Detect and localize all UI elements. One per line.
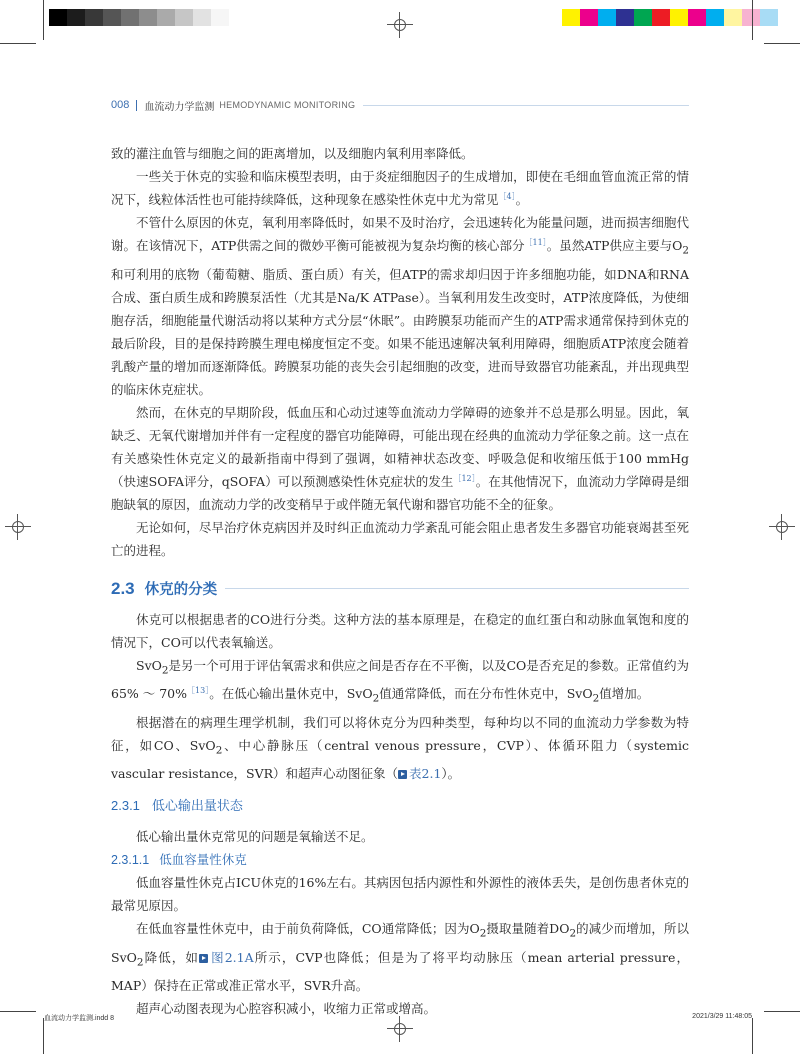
color-swatch — [634, 9, 652, 26]
paragraph-text: 所示，CVP也降低；但是为了将平均动脉压（mean arterial pressure，MAP）保持在正常或准正常水平，SVR升高。 — [111, 949, 689, 993]
crop-mark — [764, 1011, 800, 1012]
link-arrow-icon — [398, 770, 407, 779]
gray-swatch — [49, 9, 67, 26]
subscript: 2 — [372, 692, 380, 705]
citation-link[interactable]: ［13］ — [187, 685, 210, 695]
subsection-number: 2.3.1 — [111, 798, 140, 813]
paragraph — [111, 917, 689, 997]
paragraph-text: 根据潜在的病理生理学机制，我们可以将休克分为四种类型，每种均以不同的血流动力学参数为特征，如CO、SvO — [111, 714, 689, 753]
gray-swatch — [211, 9, 229, 26]
gray-swatch — [193, 9, 211, 26]
paragraph-text: 的减少而增加，所以SvO — [111, 921, 689, 965]
subscript: 2 — [569, 927, 577, 940]
color-swatch — [706, 9, 724, 26]
gray-swatch — [103, 9, 121, 26]
paragraph-text: 值增加。 — [599, 686, 650, 701]
file-slug: 血流动力学监测.indd 8 — [44, 1015, 115, 1022]
subscript: 2 — [215, 744, 223, 756]
subscript: 2 — [592, 692, 600, 705]
paragraph-text: 然而，在休克的早期阶段，低血压和心动过速等血流动力学障碍的迹象并不总是那么明显。因此，氧缺乏、无氧代谢增加并伴有一定程度的器官功能障碍，可能出现在经典的血流动力学征象之前。这一点在有关感染性休克定义的最新指南中得到了强调，如精神状态改变、呼吸急促和收缩压低于100 mmHg（快速SOFA评分，qSOFA）可以预测感染性休克症状的发生 — [111, 404, 689, 489]
paragraph: 低心输出量休克常见的问题是氧输送不足。 — [136, 829, 374, 844]
book-title-cn: 血流动力学监测 — [144, 101, 215, 113]
color-swatch — [598, 9, 616, 26]
paragraph-text: 不管什么原因的休克，氧利用率降低时，如果不及时治疗，会迅速转化为能量问题，进而损害细胞代谢。在该情况下，ATP供需之间的微妙平衡可能被视为复杂均衡的核心部分 — [111, 215, 689, 253]
timestamp-slug: 2021/3/29 11:48:05 — [692, 1013, 752, 1020]
paragraph-text: 。虽然ATP供应主要与O — [546, 238, 683, 253]
color-swatch — [724, 9, 742, 26]
registration-mark — [387, 12, 413, 38]
paragraph-text: 。在低心输出量休克中，SvO — [209, 686, 373, 701]
paragraph-text: 在低血容量性休克中，由于前负荷降低，CO通常降低；因为O — [136, 921, 480, 936]
paragraph — [111, 211, 689, 401]
gray-swatch — [139, 9, 157, 26]
registration-mark — [5, 514, 31, 540]
header-separator — [136, 100, 137, 111]
paragraph: 无论如何，尽早治疗休克病因并及时纠正血流动力学紊乱可能会阻止患者发生多器官功能衰竭甚至死亡的进程。 — [111, 519, 689, 558]
registration-mark — [769, 514, 795, 540]
gray-swatch — [85, 9, 103, 26]
paragraph-text: SvO — [136, 657, 162, 673]
page-number: 008 — [111, 99, 130, 111]
header-rule — [363, 105, 689, 106]
book-title-en: HEMODYNAMIC MONITORING — [219, 100, 356, 110]
subsubsection-number: 2.3.1.1 — [111, 853, 150, 867]
running-header — [111, 98, 689, 112]
citation-link[interactable]: ［4］ — [498, 191, 516, 201]
crop-mark — [0, 1011, 36, 1012]
crop-mark — [752, 0, 753, 40]
section-title: 休克的分类 — [144, 582, 218, 598]
paragraph-text: 摄取量随着DO — [486, 921, 570, 936]
gray-swatch — [67, 9, 85, 26]
table-2-1-link[interactable] — [398, 766, 441, 781]
color-swatch-strip — [562, 9, 778, 26]
crop-mark — [43, 1018, 44, 1054]
figure-2-1a-link[interactable] — [199, 950, 254, 965]
section-number: 2.3 — [111, 578, 135, 598]
link-text[interactable]: 图2.1A — [210, 949, 254, 965]
paragraph-text: 。 — [515, 192, 529, 207]
citation-link[interactable]: ［11］ — [524, 237, 547, 247]
subscript: 2 — [161, 664, 169, 676]
color-swatch — [616, 9, 634, 26]
paragraph-text: 降低，如 — [143, 949, 199, 965]
paragraph — [111, 711, 689, 786]
gray-swatch — [175, 9, 193, 26]
citation-link[interactable]: ［12］ — [453, 473, 476, 483]
color-swatch — [580, 9, 598, 26]
subsubsection-heading — [111, 848, 689, 871]
subscript: 2 — [479, 927, 487, 940]
subscript: 2 — [682, 244, 690, 257]
page-body — [111, 142, 689, 1020]
paragraph-text: 一些关于休克的实验和临床模型表明，由于炎症细胞因子的生成增加，即使在毛细血管血流正常的情况下，线粒体活性也可能持续降低，这种现象在感染性休克中尤为常见 — [111, 169, 689, 207]
color-swatch — [688, 9, 706, 26]
color-swatch — [652, 9, 670, 26]
paragraph-text: 是另一个可用于评估氧需求和供应之间是否存在不平衡，以及CO是否充足的参数。正常值约为65% ～ 70% — [111, 657, 689, 701]
subsection-heading — [111, 795, 689, 817]
crop-mark — [764, 43, 800, 44]
paragraph-text: 和可利用的底物（葡萄糖、脂质、蛋白质）有关，但ATP的需求却归因于许多细胞功能，如DNA和RNA合成、蛋白质生成和跨膜泵活性（尤其是Na/K ATPase）。当氧利用发生改变时，ATP浓度降低，为使细胞存活，细胞能量代谢活动将以某种方式分层“休眠”。由跨膜泵功能而产生的ATP需求通常保持到休克的最后阶段，目的是保持跨膜生理电梯度恒定不变。如果不能迅速解决氧利用障碍，细胞质ATP浓度会随着乳酸产量的增加而逐渐降低。跨膜泵功能的丧失会引起细胞的改变，进而导致器官功能紊乱，并出现典型的临床休克症状。 — [111, 266, 689, 397]
section-rule — [225, 588, 689, 589]
paragraph: 休克可以根据患者的CO进行分类。这种方法的基本原理是，在稳定的血红蛋白和动脉血氧饱和度的情况下，CO可以代表氧输送。 — [111, 611, 689, 650]
paragraph-text: ）。 — [441, 766, 461, 781]
crop-mark — [752, 1018, 753, 1054]
paragraph: 低血容量性休克占ICU休克的16%左右。其病因包括内源性和外源性的液体丢失，是创伤患者休克的最常见原因。 — [111, 875, 689, 913]
paragraph-text: 值通常降低，而在分布性休克中，SvO — [379, 686, 593, 701]
color-swatch — [742, 9, 760, 26]
subsubsection-title: 低血容量性休克 — [159, 852, 247, 867]
color-swatch — [670, 9, 688, 26]
color-swatch — [760, 9, 778, 26]
paragraph: 超声心动图表现为心腔容积减小，收缩力正常或增高。 — [136, 1001, 437, 1016]
section-heading — [111, 578, 689, 600]
paragraph — [111, 165, 689, 211]
gray-swatch-strip — [49, 9, 229, 26]
paragraph: 致的灌注血管与细胞之间的距离增加，以及细胞内氧利用率降低。 — [111, 146, 474, 161]
link-arrow-icon — [199, 954, 208, 963]
gray-swatch — [157, 9, 175, 26]
subscript: 2 — [136, 956, 144, 968]
paragraph-text: 。在其他情况下，血流动力学障碍是细胞缺氧的原因，血流动力学的改变稍早于或伴随无氧代谢和器官功能不全的征象。 — [111, 473, 689, 512]
gray-swatch — [121, 9, 139, 26]
crop-mark — [0, 43, 36, 44]
link-text[interactable]: 表2.1 — [409, 766, 442, 781]
paragraph — [111, 401, 689, 516]
crop-mark — [43, 0, 44, 40]
subsection-title: 低心输出量状态 — [151, 799, 243, 814]
paragraph — [111, 654, 689, 711]
color-swatch — [562, 9, 580, 26]
paragraph-text: 、中心静脉压（central venous pressure，CVP）、体循环阻力（systemic vascular resistance，SVR）和超声心动图征象（ — [111, 737, 689, 781]
